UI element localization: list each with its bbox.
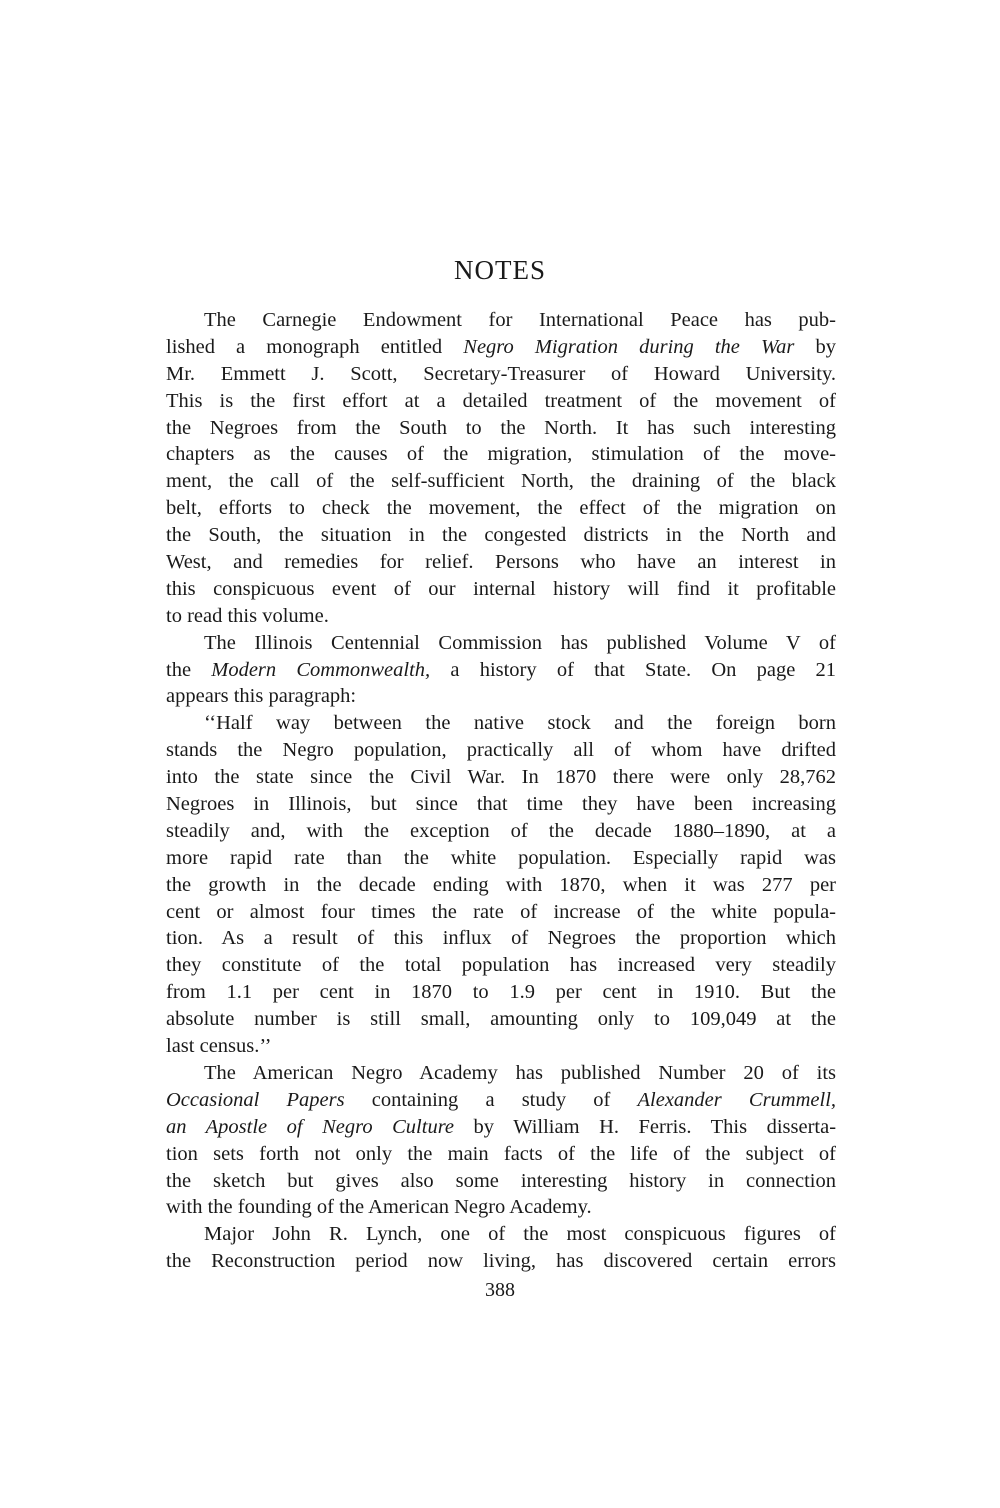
text-line: steadily and, with the exception of the decade 1880–1890, at a (166, 819, 836, 842)
text-line: stands the Negro population, practically all of whom have drifted (166, 739, 836, 762)
text-line: chapters as the causes of the migration, stimulation of the move- (166, 443, 836, 466)
text-line: belt, efforts to check the movement, the effect of the migration on (166, 497, 836, 520)
text-line: they constitute of the total population has increased very steadily (166, 954, 836, 977)
text-line: into the state since the Civil War. In 1870 there were only 28,762 (166, 766, 836, 789)
text-line: from 1.1 per cent in 1870 to 1.9 per cent in 1910. But the (166, 981, 836, 1004)
text-line: last census.’’ (166, 1035, 272, 1058)
text-line: tion. As a result of this influx of Negroes the proportion which (166, 927, 836, 950)
body-text (166, 307, 836, 1275)
text-line: the Modern Commonwealth, a history of that State. On page 21 (166, 658, 837, 681)
text-line: The Illinois Centennial Commission has published Volume V of (204, 631, 836, 654)
text-line: Negroes in Illinois, but since that time they have been increasing (166, 793, 836, 816)
text-line: the Negroes from the South to the North. It has such interesting (166, 416, 836, 439)
text-line: the growth in the decade ending with 1870, when it was 277 per (166, 873, 836, 896)
text-line: Major John R. Lynch, one of the most conspicuous figures of (204, 1223, 836, 1246)
text-line: West, and remedies for relief. Persons who have an interest in (166, 551, 836, 574)
book-title: an Apostle of Negro Culture (166, 1115, 455, 1138)
text-line: lished a monograph entitled Negro Migration during the War by (166, 335, 836, 358)
text-line: appears this paragraph: (166, 685, 357, 708)
text-line: ‘‘Half way between the native stock and the foreign born (204, 712, 836, 735)
book-title: Occasional Papers (166, 1088, 345, 1111)
text-line: cent or almost four times the rate of increase of the white popula- (166, 900, 836, 923)
text-line: more rapid rate than the white population. Especially rapid was (166, 846, 836, 869)
text-line: the South, the situation in the congested districts in the North and (166, 524, 836, 547)
page-title: NOTES (454, 255, 546, 285)
book-title: Alexander Crummell, (637, 1088, 837, 1111)
text-line: with the founding of the American Negro Academy. (166, 1196, 592, 1219)
text-line: This is the first effort at a detailed treatment of the movement of (166, 389, 836, 412)
text-line: the Reconstruction period now living, has discovered certain errors (166, 1250, 836, 1273)
book-title: Modern Commonwealth, (211, 658, 431, 681)
text-line: The Carnegie Endowment for International Peace has pub- (204, 309, 836, 331)
book-title: Negro Migration during the War (463, 335, 795, 358)
page-number: 388 (485, 1279, 515, 1301)
text-line: the sketch but gives also some interesting history in connection (166, 1169, 836, 1192)
text-line: an Apostle of Negro Culture by William H. Ferris. This disserta- (166, 1115, 837, 1138)
text-line: tion sets forth not only the main facts of the life of the subject of (166, 1142, 836, 1165)
text-line: ment, the call of the self-sufficient North, the draining of the black (166, 470, 836, 493)
text-line: Occasional Papers containing a study of Alexander Crummell, (166, 1088, 837, 1111)
text-line: The American Negro Academy has published Number 20 of its (204, 1061, 836, 1084)
text-line: to read this volume. (166, 604, 329, 627)
text-line: absolute number is still small, amounting only to 109,049 at the (166, 1008, 836, 1031)
text-line: Mr. Emmett J. Scott, Secretary-Treasurer of Howard University. (166, 362, 836, 385)
text-line: this conspicuous event of our internal history will find it profitable (166, 577, 836, 600)
